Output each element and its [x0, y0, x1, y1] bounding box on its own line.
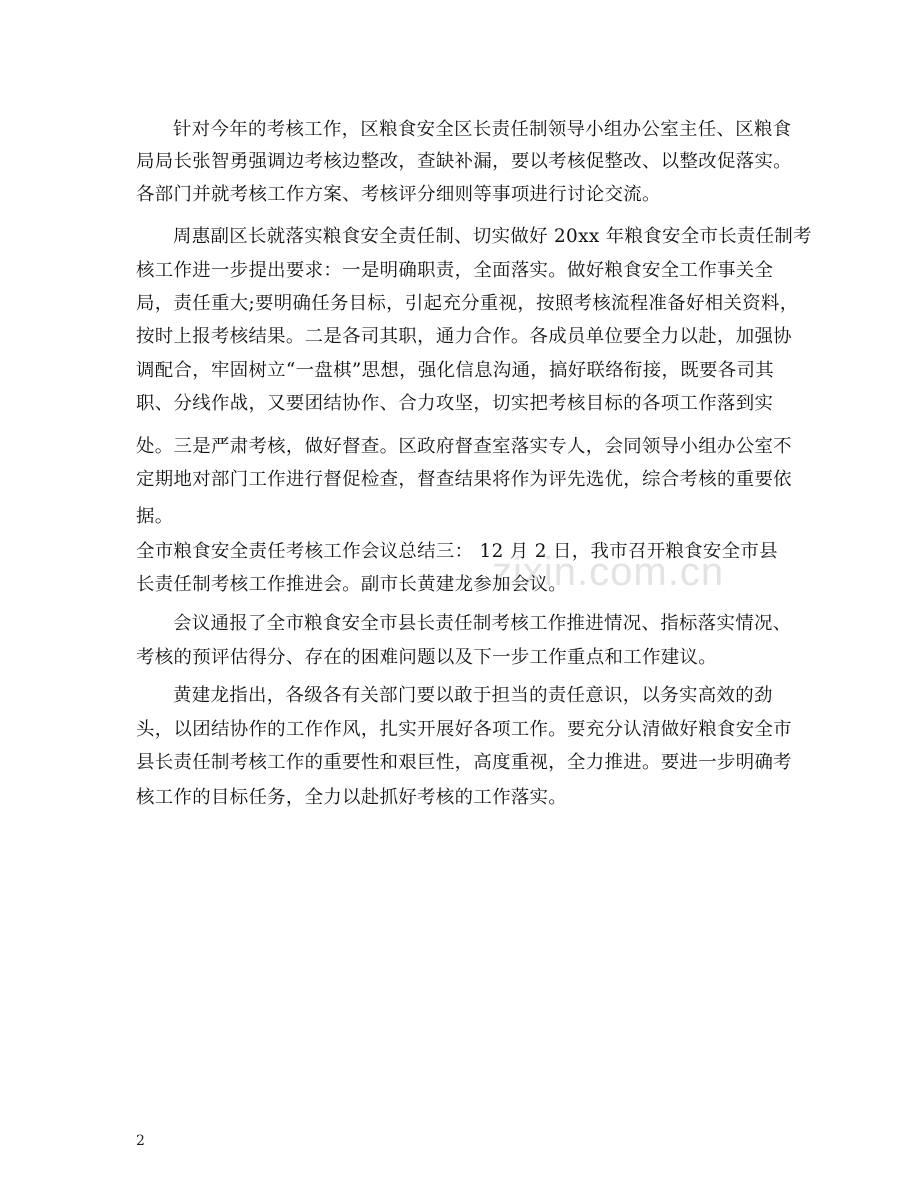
paragraph-line: 局局长张智勇强调边考核边整改，查缺补漏，要以考核促整改、以整改促落实。 — [136, 151, 792, 172]
paragraph-line: 处。三是严肃考核，做好督查。区政府督查室落实专人，会同领导小组办公室不 — [136, 436, 792, 457]
watermark: zixin.com.cn — [492, 550, 725, 594]
paragraph-line: 周惠副区长就落实粮食安全责任制、切实做好 20xx 年粮食安全市长责任制考 — [173, 226, 812, 247]
paragraph-line: 县长责任制考核工作的重要性和艰巨性，高度重视，全力推进。要进一步明确考 — [136, 752, 792, 773]
paragraph-line: 会议通报了全市粮食安全市县长责任制考核工作推进情况、指标落实情况、 — [173, 613, 792, 634]
paragraph-line: 长责任制考核工作推进会。副市长黄建龙参加会议。 — [136, 574, 568, 595]
section-heading-line: 全市粮食安全责任考核工作会议总结三： 12 月 2 日，我市召开粮食安全市县 — [136, 541, 778, 562]
paragraph-line: 据。 — [136, 506, 174, 527]
page-number: 2 — [136, 1133, 145, 1149]
paragraph-line: 各部门并就考核工作方案、考核评分细则等事项进行讨论交流。 — [136, 184, 661, 205]
paragraph-line: 考核的预评估得分、存在的困难问题以及下一步工作重点和工作建议。 — [136, 647, 717, 668]
paragraph-line: 核工作的目标任务，全力以赴抓好考核的工作落实。 — [136, 787, 568, 808]
paragraph-line: 针对今年的考核工作，区粮食安全区长责任制领导小组办公室主任、区粮食 — [173, 119, 792, 140]
paragraph-line: 职、分线作战，又要团结协作、合力攻坚，切实把考核目标的各项工作落到实 — [136, 393, 774, 414]
paragraph-line: 核工作进一步提出要求：一是明确职责，全面落实。做好粮食安全工作事关全 — [136, 260, 774, 281]
paragraph-line: 黄建龙指出，各级各有关部门要以敢于担当的责任意识，以务实高效的劲 — [173, 685, 773, 706]
paragraph-line: 按时上报考核结果。二是各司其职，通力合作。各成员单位要全力以赴，加强协 — [136, 326, 792, 347]
paragraph-line: 局，责任重大;要明确任务目标，引起充分重视，按照考核流程准备好相关资料， — [136, 293, 799, 314]
paragraph-line: 调配合，牢固树立“一盘棋”思想，强化信息沟通，搞好联络衔接，既要各司其 — [136, 360, 774, 381]
paragraph-line: 头，以团结协作的工作作风，扎实开展好各项工作。要充分认清做好粮食安全市 — [136, 719, 792, 740]
paragraph-line: 定期地对部门工作进行督促检查，督查结果将作为评先选优，综合考核的重要依 — [136, 469, 792, 490]
